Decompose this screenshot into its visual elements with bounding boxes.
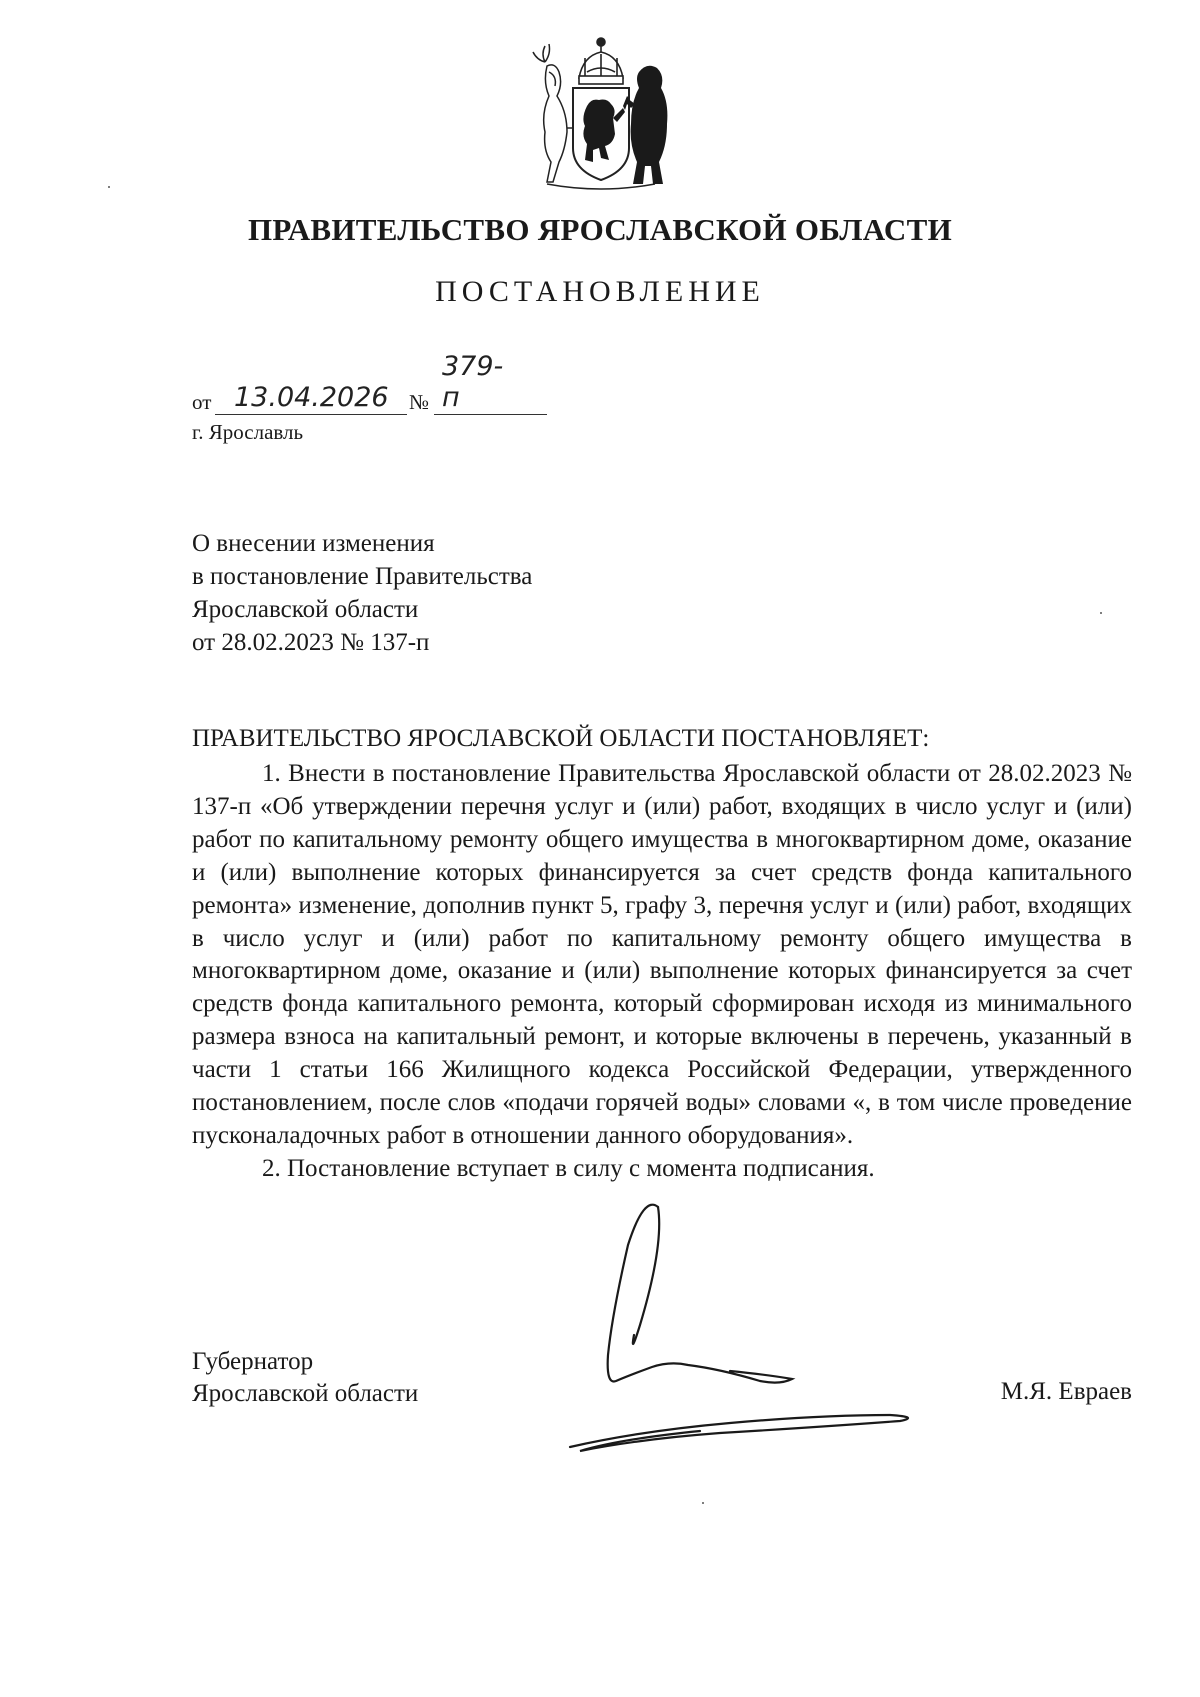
- number-value: 379-п: [442, 351, 504, 413]
- handwritten-signature-icon: [560, 1185, 980, 1465]
- subject-line: Ярославской области: [192, 596, 419, 623]
- scan-speck: [702, 1502, 704, 1504]
- date-underline: [215, 414, 407, 415]
- subject-line: от 28.02.2023 № 137-п: [192, 629, 430, 656]
- paragraph-2: 2. Постановление вступает в силу с момента подписания.: [262, 1154, 875, 1182]
- document-type-title: ПОСТАНОВЛЕНИЕ: [435, 275, 765, 308]
- scan-speck: [108, 186, 110, 188]
- city: г. Ярославль: [192, 420, 304, 444]
- signatory-name: М.Я. Евраев: [1000, 1378, 1132, 1405]
- date-value: 13.04.2026: [234, 382, 389, 413]
- organization-title: ПРАВИТЕЛЬСТВО ЯРОСЛАВСКОЙ ОБЛАСТИ: [248, 212, 952, 247]
- coat-of-arms-icon: [527, 32, 675, 192]
- scan-speck: [1100, 612, 1102, 614]
- signatory-title-line: Губернатор: [192, 1348, 314, 1375]
- subject-line: О внесении изменения: [192, 530, 435, 557]
- subject-block: [192, 527, 532, 659]
- date-label: от: [192, 390, 212, 414]
- signatory-title: [192, 1346, 418, 1410]
- subject-line: в постановление Правительства: [192, 563, 533, 590]
- body-text: [192, 758, 1132, 1186]
- paragraph-1: 1. Внести в постановление Правительства Ярославской области от 28.02.2023 № 137-п «Об утверждении перечня услуг и (или) работ, входящих в число услуг и (или) работ по капитальному ремонту общего имущества в многоквартирном доме, оказание и (или) выполнение которых финансируется за счет средств фонда капитального ремонта» изменение, дополнив пункт 5, графу 3, перечня услуг и (или) работ, входящих в число услуг и (или) работ по капитальному ремонту общего имущества в многоквартирном доме, оказание и (или) выполнение которых финансируется за счет средств фонда капитального ремонта, который сформирован исходя из минимального размера взноса на капитальный ремонт, и которые включены в перечень, указанный в части 1 статьи 166 Жилищного кодекса Российской Федерации, утвержденного постановлением, после слов «подачи горячей воды» словами «, в том числе проведение пусконаладочных работ в отношении данного оборудования».: [192, 760, 1132, 1149]
- signatory-title-line: Ярославской области: [192, 1380, 419, 1407]
- number-underline: [434, 414, 547, 415]
- number-label: №: [409, 390, 430, 414]
- decree-statement: ПРАВИТЕЛЬСТВО ЯРОСЛАВСКОЙ ОБЛАСТИ ПОСТАНОВЛЯЕТ:: [192, 725, 930, 752]
